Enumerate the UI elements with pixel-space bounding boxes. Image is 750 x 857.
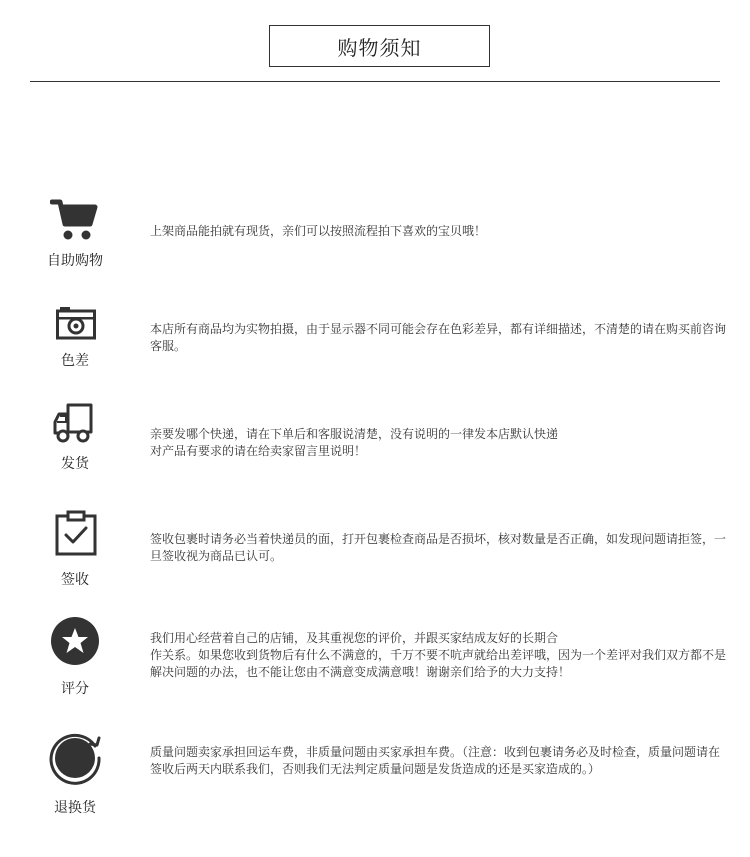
section-label-shipping: 发货 bbox=[61, 456, 89, 472]
camera-icon bbox=[56, 306, 96, 340]
page-title: 购物须知 bbox=[269, 25, 490, 67]
star-badge-icon bbox=[50, 616, 100, 666]
section-label-rating: 评分 bbox=[61, 681, 89, 697]
section-text-rating: 我们用心经营着自己的店铺，及其重视您的评价，并跟买家结成友好的长期合 作关系。如果您收到货物后有什么不满意的，千万不要不吭声就给出差评哦，因为一个差评对我们双方都不是解决问题的办法，也不能让您由不满意变成满意哦！谢谢亲们给予的大力支持！ bbox=[150, 631, 727, 679]
section-label-self-service: 自助购物 bbox=[47, 253, 103, 269]
section-label-return-exchange: 退换货 bbox=[54, 800, 96, 816]
shopping-cart-icon bbox=[50, 198, 100, 242]
section-text-shipping: 亲要发哪个快递，请在下单后和客服说清楚，没有说明的一律发本店默认快递 对产品有要求的请在给卖家留言里说明！ bbox=[150, 427, 559, 458]
section-text-receipt: 签收包裹时请务必当着快递员的面，打开包裹检查商品是否损坏，核对数量是否正确，如发现问题请拒签，一旦签收视为商品已认可。 bbox=[150, 532, 727, 563]
return-exchange-icon bbox=[46, 729, 104, 787]
section-label-color-difference: 色差 bbox=[61, 353, 89, 369]
section-label-receipt: 签收 bbox=[61, 572, 89, 588]
header-divider bbox=[30, 81, 720, 82]
section-text-self-service: 上架商品能拍就有现货，亲们可以按照流程拍下喜欢的宝贝哦！ bbox=[150, 224, 487, 238]
delivery-truck-icon bbox=[52, 402, 96, 444]
section-text-color-difference: 本店所有商品均为实物拍摄，由于显示器不同可能会存在色彩差异，都有详细描述，不清楚的请在购买前咨询客服。 bbox=[150, 322, 727, 353]
section-text-return-exchange: 质量问题卖家承担回运车费，非质量问题由买家承担车费。（注意：收到包裹请务必及时检查，质量问题请在签收后两天内联系我们，否则我们无法判定质量问题是发货造成的还是买家造成的。） bbox=[150, 745, 721, 776]
clipboard-check-icon bbox=[55, 510, 97, 556]
